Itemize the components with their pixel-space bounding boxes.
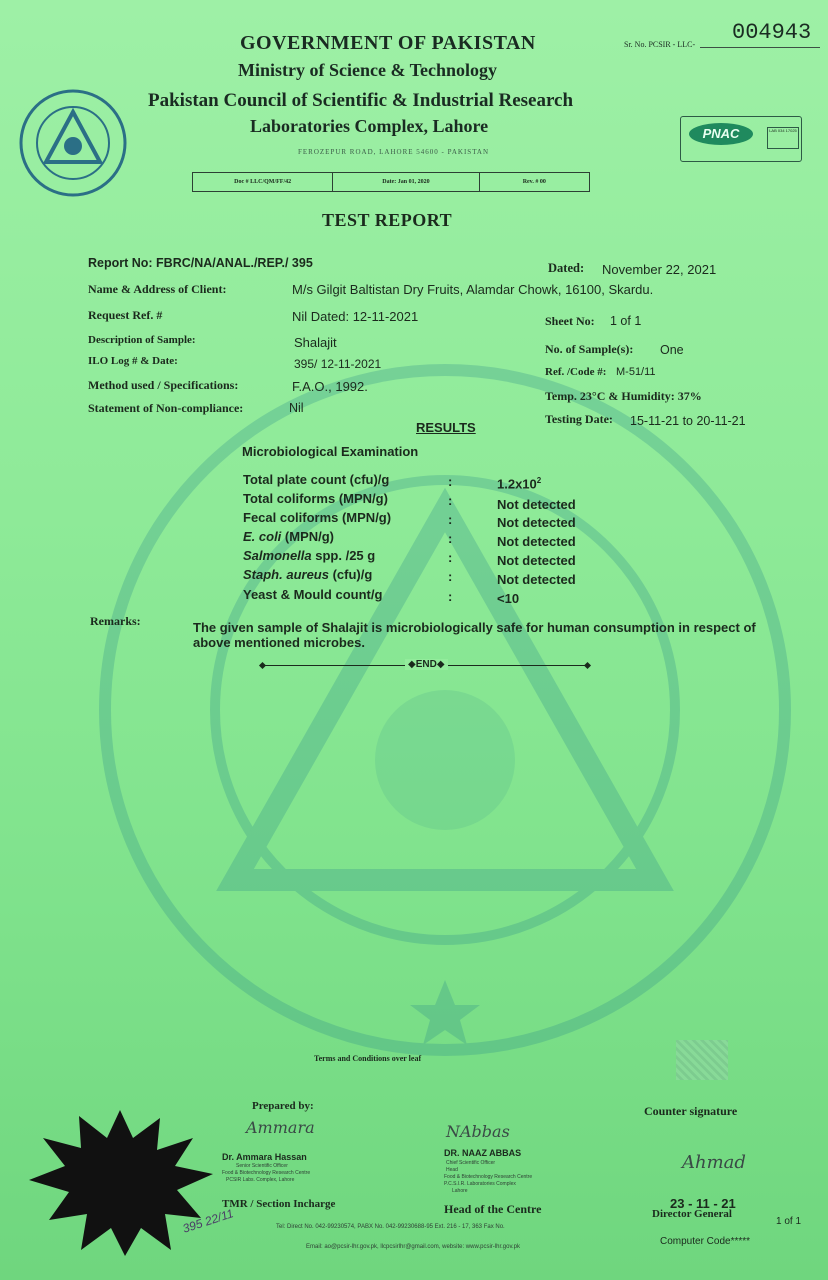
- preparer-dept: Food & Biotechnology Research Centre: [222, 1170, 311, 1176]
- result-label: Yeast & Mould count/g: [243, 587, 383, 602]
- result-value: Not detected: [497, 497, 576, 512]
- dated-label: Dated:: [548, 261, 585, 275]
- serial-label: Sr. No. PCSIR - LLC-: [624, 40, 696, 49]
- head-city: Lahore: [452, 1188, 468, 1194]
- prepared-by-label: Prepared by:: [252, 1100, 314, 1112]
- result-colon: :: [448, 512, 453, 527]
- header-ministry: Ministry of Science & Technology: [238, 60, 497, 80]
- result-value: Not detected: [497, 572, 576, 587]
- result-value: <10: [497, 591, 520, 606]
- serial-number: 004943: [732, 20, 812, 45]
- sample-label: Description of Sample:: [88, 334, 196, 346]
- num-samples-value: One: [660, 343, 684, 357]
- director-date: 23 - 11 - 21: [670, 1196, 736, 1211]
- result-colon: :: [448, 569, 453, 584]
- pnac-lab-number: LAB 034 17025: [767, 127, 799, 149]
- header-government: GOVERNMENT OF PAKISTAN: [240, 32, 536, 54]
- ref-label: Ref. /Code #:: [545, 366, 607, 378]
- sheet-label: Sheet No:: [545, 314, 595, 328]
- counter-signature: Ahmad: [682, 1152, 746, 1173]
- result-colon: :: [448, 550, 453, 565]
- results-heading: RESULTS: [416, 420, 476, 435]
- end-marker: ◆END◆: [405, 659, 448, 670]
- result-label: Total coliforms (MPN/g): [243, 491, 388, 506]
- doc-revision: Rev. # 00: [522, 179, 546, 185]
- tmr-label: TMR / Section Incharge: [222, 1198, 336, 1210]
- preparer-name: Dr. Ammara Hassan: [222, 1152, 307, 1162]
- method-label: Method used / Specifications:: [88, 378, 239, 392]
- head-role: Head: [446, 1167, 458, 1173]
- ilo-label: ILO Log # & Date:: [88, 355, 178, 367]
- remarks-label: Remarks:: [90, 614, 141, 628]
- result-value: Not detected: [497, 553, 576, 568]
- dated-value: November 22, 2021: [602, 262, 717, 277]
- header-laboratories: Laboratories Complex, Lahore: [250, 116, 489, 136]
- watermark-seal-icon: [95, 360, 795, 1060]
- request-label: Request Ref. #: [88, 308, 163, 322]
- noncompliance-label: Statement of Non-compliance:: [88, 401, 244, 415]
- footer-email: Email: ao@pcsir-lhr.gov.pk, llcpcsirlhr@gmail.com, website: www.pcsir-lhr.gov.pk: [306, 1244, 521, 1250]
- microbiological-section: Microbiological Examination: [242, 444, 419, 459]
- result-label: Total plate count (cfu)/g: [243, 472, 390, 487]
- head-signature: NAbbas: [446, 1122, 510, 1141]
- terms-note: Terms and Conditions over leaf: [314, 1054, 422, 1063]
- testing-label: Testing Date:: [545, 412, 613, 426]
- result-label: Fecal coliforms (MPN/g): [243, 510, 392, 525]
- counter-signature-label: Counter signature: [644, 1104, 738, 1118]
- result-colon: :: [448, 589, 453, 604]
- num-samples-label: No. of Sample(s):: [545, 342, 634, 356]
- testing-value: 15-11-21 to 20-11-21: [630, 414, 746, 428]
- footer-contact: Tel: Direct No. 042-99230574, PABX No. 042-99230688-95 Ext. 216 - 17, 363 Fax No.: [276, 1224, 505, 1230]
- report-number: Report No: FBRC/NA/ANAL./REP./ 395: [88, 256, 313, 270]
- result-colon: :: [448, 493, 453, 508]
- doc-date: Date: Jan 01, 2020: [333, 173, 479, 191]
- head-title: Chief Scientific Officer: [446, 1160, 496, 1166]
- result-value: Not detected: [497, 534, 576, 549]
- report-title: TEST REPORT: [322, 210, 453, 230]
- hologram-sticker: [676, 1040, 728, 1080]
- result-label: Salmonella spp. /25 g: [243, 548, 376, 563]
- head-dept: Food & Biotechnology Research Centre: [444, 1174, 533, 1180]
- computer-code: Computer Code*****: [660, 1236, 751, 1247]
- pcsir-logo-icon: [18, 88, 128, 198]
- header-address: FEROZEPUR ROAD, LAHORE 54600 - PAKISTAN: [298, 148, 490, 156]
- result-colon: :: [448, 531, 453, 546]
- result-value: Not detected: [497, 515, 576, 530]
- page-indicator: 1 of 1: [776, 1216, 802, 1227]
- head-label: Head of the Centre: [444, 1202, 542, 1216]
- director-label: Director General: [652, 1208, 732, 1220]
- result-label: Staph. aureus (cfu)/g: [243, 567, 373, 582]
- request-value: Nil Dated: 12-11-2021: [292, 309, 419, 324]
- result-value: $1.2x10^2$: [497, 476, 542, 492]
- client-value: M/s Gilgit Baltistan Dry Fruits, Alamdar Chowk, 16100, Skardu.: [292, 282, 654, 297]
- document-info-bar: [192, 172, 590, 192]
- noncompliance-value: Nil: [289, 401, 304, 415]
- pnac-logo: PNAC: [689, 123, 753, 145]
- head-lab: P.C.S.I.R. Laboratories Complex: [444, 1181, 516, 1187]
- date-stamp: [168, 1200, 248, 1270]
- method-value: F.A.O., 1992.: [292, 379, 368, 394]
- result-colon: :: [448, 474, 453, 489]
- preparer-lab: PCSIR Labs. Complex, Lahore: [226, 1177, 295, 1183]
- stamp-text: 395 22/11: [180, 1206, 236, 1236]
- pnac-badge: [680, 116, 802, 162]
- ilo-value: 395/ 12-11-2021: [294, 357, 382, 371]
- serial-underline: [700, 47, 820, 48]
- temperature-humidity: Temp. 23°C & Humidity: 37%: [545, 389, 702, 403]
- result-label: E. coli (MPN/g): [243, 529, 335, 544]
- header-council: Pakistan Council of Scientific & Industrial Research: [148, 90, 574, 111]
- sample-value: Shalajit: [294, 335, 337, 350]
- sheet-value: 1 of 1: [610, 314, 642, 328]
- remarks-text: The given sample of Shalajit is microbiologically safe for human consumption in respect of above mentioned microbes.: [193, 620, 756, 650]
- client-label: Name & Address of Client:: [88, 282, 227, 296]
- head-name: DR. NAAZ ABBAS: [444, 1148, 522, 1158]
- ref-value: M-51/11: [616, 366, 656, 378]
- doc-number: Doc # LLC/QM/FF/42: [193, 173, 333, 191]
- prepared-signature: Ammara: [246, 1118, 315, 1137]
- preparer-title: Senior Scientific Officer: [236, 1163, 288, 1169]
